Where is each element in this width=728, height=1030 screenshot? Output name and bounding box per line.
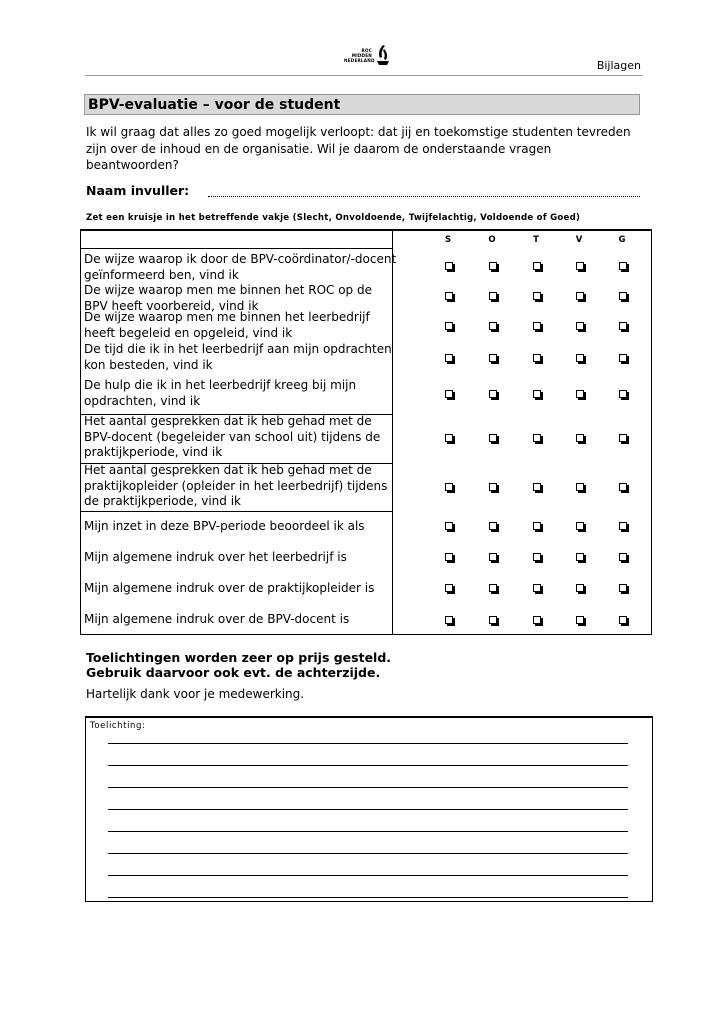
- toelichting-write-line[interactable]: [108, 875, 628, 876]
- question-4: De tijd die ik in het leerbedrijf aan mijn opdrachten kon besteden, vind ik: [84, 342, 392, 372]
- table-row-divider: [81, 511, 392, 512]
- note-line-2: Gebruik daarvoor ook evt. de achterzijde.: [86, 665, 381, 680]
- note-line-1: Toelichtingen worden zeer op prijs gesteld.: [86, 650, 392, 665]
- question-2: De wijze waarop men me binnen het ROC op de BPV heeft voorbereid, vind ik: [84, 283, 372, 313]
- checkbox-q8-o[interactable]: [489, 522, 497, 530]
- page-title: BPV-evaluatie – voor de student: [84, 94, 640, 115]
- logo-line-2: MIDDEN: [351, 53, 372, 58]
- checkbox-q7-o[interactable]: [489, 483, 497, 491]
- question-6: Het aantal gesprekken dat ik heb gehad met de BPV-docent (begeleider van school uit) tijdens de praktijkperiode, vind ik: [84, 414, 381, 459]
- question-10: Mijn algemene indruk over de praktijkopleider is: [84, 581, 375, 595]
- thanks-text: Hartelijk dank voor je medewerking.: [86, 687, 305, 701]
- header-divider: [85, 75, 642, 76]
- checkbox-q1-s[interactable]: [445, 262, 453, 270]
- checkbox-q7-v[interactable]: [576, 483, 584, 491]
- checkbox-q6-g[interactable]: [619, 434, 627, 442]
- checkbox-q7-g[interactable]: [619, 483, 627, 491]
- checkbox-q4-g[interactable]: [619, 354, 627, 362]
- checkbox-q2-t[interactable]: [533, 292, 541, 300]
- checkbox-q11-t[interactable]: [533, 616, 541, 624]
- checkbox-q7-t[interactable]: [533, 483, 541, 491]
- question-3: De wijze waarop men me binnen het leerbedrijf heeft begeleid en opgeleid, vind ik: [84, 310, 370, 340]
- checkbox-q11-o[interactable]: [489, 616, 497, 624]
- checkbox-q3-g[interactable]: [619, 322, 627, 330]
- checkbox-q3-t[interactable]: [533, 322, 541, 330]
- intro-text: Ik wil graag dat alles zo goed mogelijk verloopt: dat jij en toekomstige studenten tevreden zijn over de inhoud en de organisatie. Wil je daarom de onderstaande vragen beantwoorden?: [86, 125, 631, 172]
- instruction-text: Zet een kruisje in het betreffende vakje (Slecht, Onvoldoende, Twijfelachtig, Voldoende of Goed): [86, 213, 581, 223]
- checkbox-q4-v[interactable]: [576, 354, 584, 362]
- checkbox-q3-o[interactable]: [489, 322, 497, 330]
- checkbox-q8-s[interactable]: [445, 522, 453, 530]
- question-9: Mijn algemene indruk over het leerbedrijf is: [84, 550, 347, 564]
- toelichting-write-line[interactable]: [108, 853, 628, 854]
- checkbox-q4-o[interactable]: [489, 354, 497, 362]
- checkbox-q9-s[interactable]: [445, 553, 453, 561]
- question-5: De hulp die ik in het leerbedrijf kreeg bij mijn opdrachten, vind ik: [84, 378, 357, 408]
- checkbox-q9-g[interactable]: [619, 553, 627, 561]
- checkbox-q6-v[interactable]: [576, 434, 584, 442]
- checkbox-q8-t[interactable]: [533, 522, 541, 530]
- checkbox-q3-v[interactable]: [576, 322, 584, 330]
- checkbox-q11-v[interactable]: [576, 616, 584, 624]
- name-input-line[interactable]: [208, 186, 640, 197]
- checkbox-q5-s[interactable]: [445, 390, 453, 398]
- logo-line-3: NEDERLAND: [344, 58, 375, 63]
- checkbox-q8-g[interactable]: [619, 522, 627, 530]
- column-header-g: G: [618, 235, 626, 245]
- toelichting-write-line[interactable]: [108, 897, 628, 898]
- checkbox-q10-t[interactable]: [533, 584, 541, 592]
- checkbox-q10-g[interactable]: [619, 584, 627, 592]
- checkbox-q2-o[interactable]: [489, 292, 497, 300]
- checkbox-q9-v[interactable]: [576, 553, 584, 561]
- column-header-o: O: [488, 235, 496, 245]
- checkbox-q1-v[interactable]: [576, 262, 584, 270]
- checkbox-q10-s[interactable]: [445, 584, 453, 592]
- checkbox-q11-g[interactable]: [619, 616, 627, 624]
- toelichting-write-line[interactable]: [108, 787, 628, 788]
- column-header-s: S: [444, 235, 452, 245]
- name-label: Naam invuller:: [86, 183, 190, 198]
- note-text: [86, 650, 391, 680]
- checkbox-q1-g[interactable]: [619, 262, 627, 270]
- checkbox-q4-t[interactable]: [533, 354, 541, 362]
- toelichting-label: Toelichting:: [90, 721, 146, 731]
- checkbox-q2-s[interactable]: [445, 292, 453, 300]
- checkbox-q1-t[interactable]: [533, 262, 541, 270]
- checkbox-q5-t[interactable]: [533, 390, 541, 398]
- table-row-divider: [81, 248, 392, 249]
- checkbox-q6-t[interactable]: [533, 434, 541, 442]
- question-7: Het aantal gesprekken dat ik heb gehad met de praktijkopleider (opleider in het leerbedrijf) tijdens de praktijkperiode, vind ik: [84, 463, 388, 508]
- checkbox-q8-v[interactable]: [576, 522, 584, 530]
- checkbox-q9-t[interactable]: [533, 553, 541, 561]
- column-header-v: V: [575, 235, 583, 245]
- question-8: Mijn inzet in deze BPV-periode beoordeel ik als: [84, 519, 365, 533]
- checkbox-q10-v[interactable]: [576, 584, 584, 592]
- checkbox-q2-g[interactable]: [619, 292, 627, 300]
- logo-line-1: ROC: [361, 48, 372, 53]
- toelichting-write-line[interactable]: [108, 765, 628, 766]
- checkbox-q6-o[interactable]: [489, 434, 497, 442]
- roc-logo: [344, 44, 404, 72]
- roc-logo-icon: [374, 44, 392, 66]
- column-header-t: T: [533, 235, 539, 245]
- logo-text: [344, 48, 375, 63]
- checkbox-q9-o[interactable]: [489, 553, 497, 561]
- toelichting-write-line[interactable]: [108, 831, 628, 832]
- checkbox-q5-g[interactable]: [619, 390, 627, 398]
- toelichting-write-line[interactable]: [108, 809, 628, 810]
- checkbox-q3-s[interactable]: [445, 322, 453, 330]
- checkbox-q4-s[interactable]: [445, 354, 453, 362]
- checkbox-q6-s[interactable]: [445, 434, 453, 442]
- checkbox-q7-s[interactable]: [445, 483, 453, 491]
- checkbox-q5-v[interactable]: [576, 390, 584, 398]
- section-label: Bijlagen: [596, 59, 641, 72]
- checkbox-q10-o[interactable]: [489, 584, 497, 592]
- checkbox-q1-o[interactable]: [489, 262, 497, 270]
- toelichting-write-line[interactable]: [108, 743, 628, 744]
- checkbox-q2-v[interactable]: [576, 292, 584, 300]
- question-1: De wijze waarop ik door de BPV-coördinator/-docent geïnformeerd ben, vind ik: [84, 252, 397, 282]
- checkbox-q5-o[interactable]: [489, 390, 497, 398]
- checkbox-q11-s[interactable]: [445, 616, 453, 624]
- question-11: Mijn algemene indruk over de BPV-docent is: [84, 612, 350, 626]
